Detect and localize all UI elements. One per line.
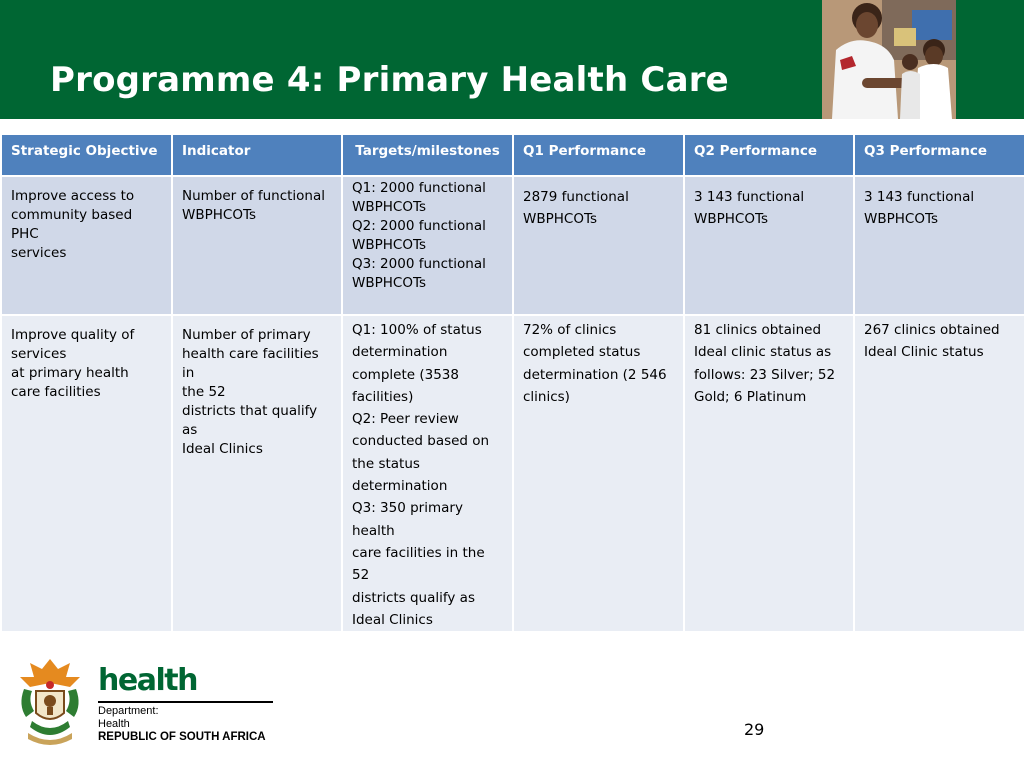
cell-targets: Q1: 100% of status determination complete (3538 facilities) Q2: Peer review conducted based on the status determination Q3: 350 primary health care facilities in the 52 districts qualify as Ideal Clinics	[342, 315, 513, 632]
column-header-strategic-objective: Strategic Objective	[1, 134, 172, 176]
table-row	[1, 176, 1024, 315]
logo-divider	[98, 701, 273, 703]
column-header-indicator: Indicator	[172, 134, 342, 176]
cell-q2: 81 clinics obtained Ideal clinic status as follows: 23 Silver; 52 Gold; 6 Platinum	[684, 315, 854, 632]
column-header-q1-performance: Q1 Performance	[513, 134, 684, 176]
logo-wordmark: health	[98, 663, 197, 698]
logo-health-label: Health	[98, 718, 130, 730]
performance-table	[0, 133, 1024, 633]
cell-q1: 72% of clinics completed status determination (2 546 clinics)	[513, 315, 684, 632]
column-header-targets: Targets/milestones	[342, 134, 513, 176]
logo-department-label: Department:	[98, 705, 159, 717]
nurse-child-photo-image	[822, 0, 956, 119]
table-header-row	[1, 134, 1024, 176]
header-photo	[822, 0, 956, 119]
page-number: 29	[744, 720, 765, 739]
table-row	[1, 315, 1024, 632]
cell-targets: Q1: 2000 functional WBPHCOTs Q2: 2000 functional WBPHCOTs Q3: 2000 functional WBPHCOTs	[342, 176, 513, 315]
column-header-q3-performance: Q3 Performance	[854, 134, 1024, 176]
coat-of-arms-icon	[14, 655, 86, 751]
cell-indicator: Number of functional WBPHCOTs	[172, 176, 342, 315]
cell-indicator: Number of primary health care facilities in the 52 districts that qualify as Ideal Clinics	[172, 315, 342, 632]
logo-country-label: REPUBLIC OF SOUTH AFRICA	[98, 731, 266, 743]
cell-q2: 3 143 functional WBPHCOTs	[684, 176, 854, 315]
cell-q3: 3 143 functional WBPHCOTs	[854, 176, 1024, 315]
column-header-q2-performance: Q2 Performance	[684, 134, 854, 176]
page-title: Programme 4: Primary Health Care	[50, 60, 729, 100]
cell-objective: Improve access to community based PHC services	[1, 176, 172, 315]
cell-q3: 267 clinics obtained Ideal Clinic status	[854, 315, 1024, 632]
department-logo	[14, 655, 284, 755]
cell-objective: Improve quality of services at primary health care facilities	[1, 315, 172, 632]
cell-q1: 2879 functional WBPHCOTs	[513, 176, 684, 315]
